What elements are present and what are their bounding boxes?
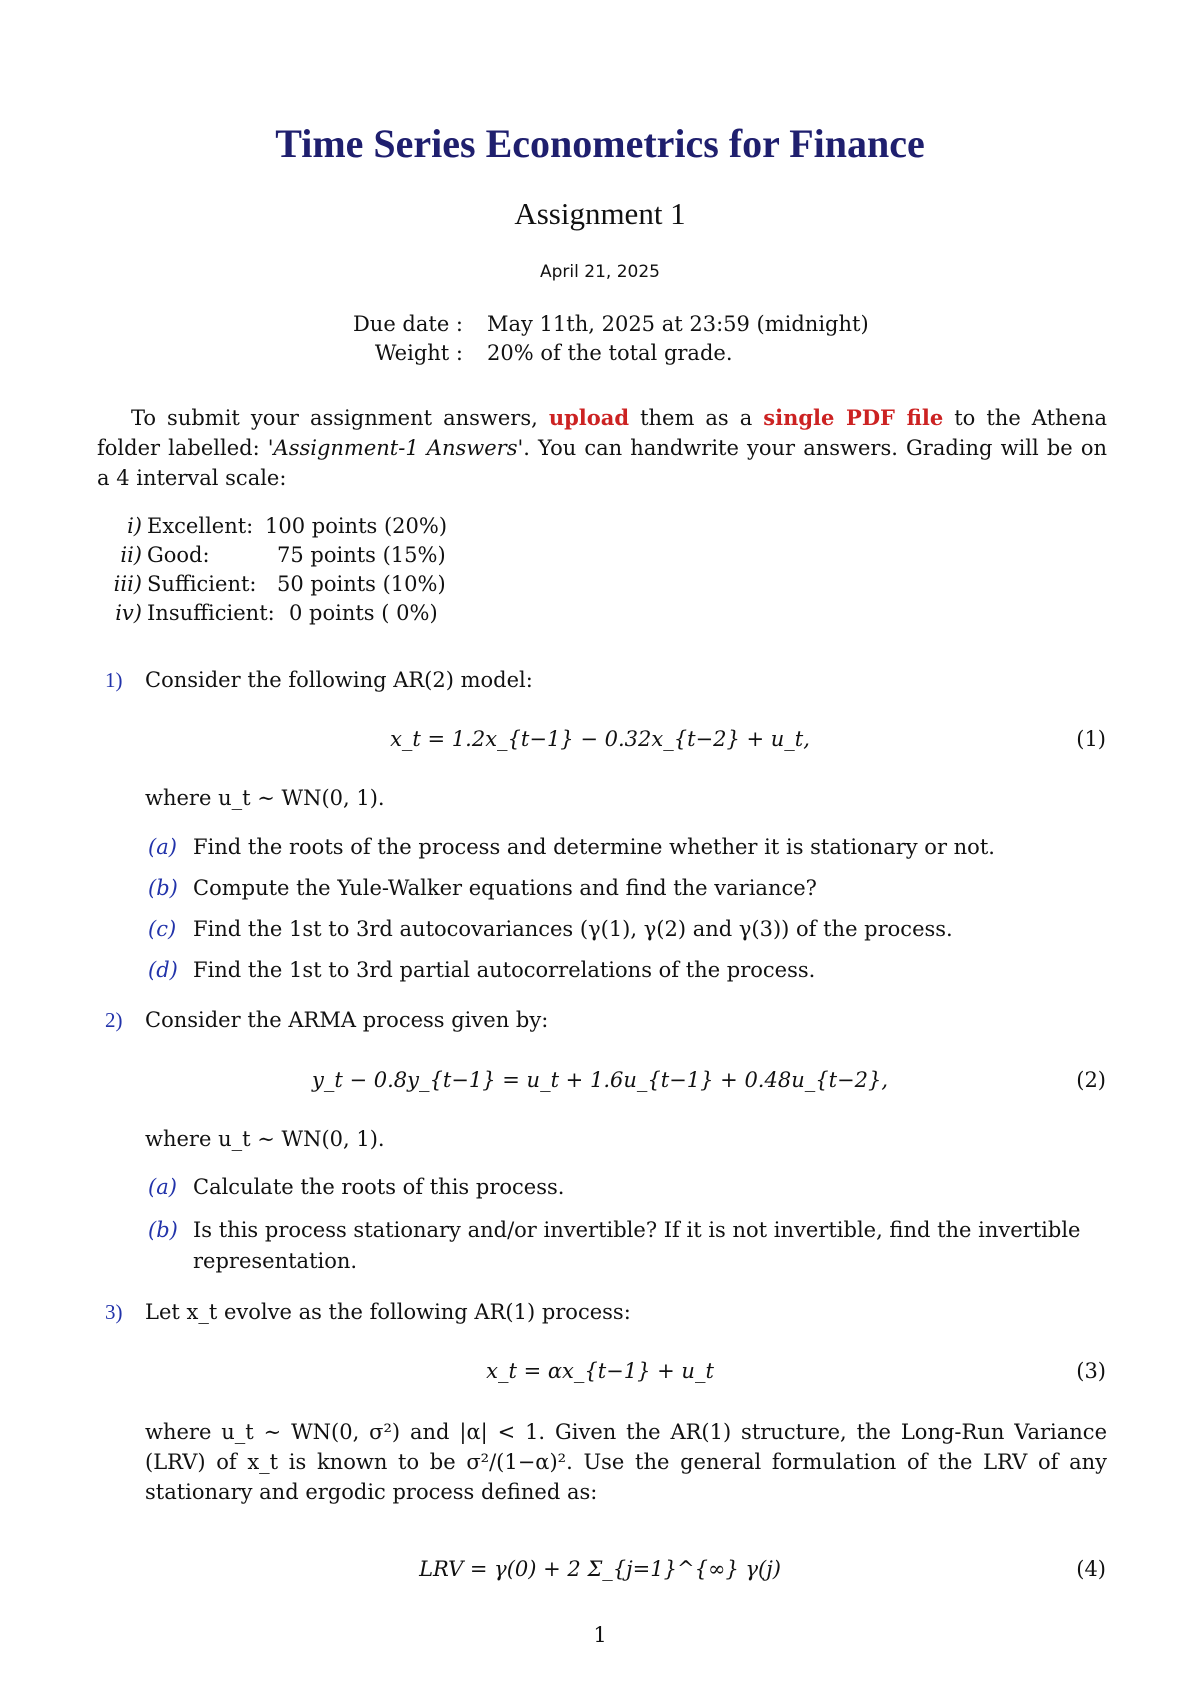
q1-part-b-text: Compute the Yule-Walker equations and find the variance? — [193, 876, 817, 900]
document-subtitle: Assignment 1 — [514, 196, 686, 231]
q1-part-d-text: Find the 1st to 3rd partial autocorrelations of the process. — [193, 958, 816, 982]
intro-upload: upload — [548, 405, 630, 430]
q3-text: Let x_t evolve as the following AR(1) process: — [145, 1300, 631, 1324]
due-value: May 11th, 2025 at 23:59 (midnight) — [487, 312, 869, 336]
intro-part3: to the Athena folder labelled: ' — [97, 406, 1108, 460]
intro-single: single PDF file — [763, 405, 944, 430]
q2-eq-number: (2) — [1076, 1068, 1106, 1092]
intro-part1: To submit your assignment answers, — [131, 406, 549, 430]
intro-part2: them as a — [629, 406, 764, 430]
grade-label: Insufficient: — [147, 601, 275, 625]
q3-equation: x_t = αx_{t−1} + u_t — [486, 1359, 714, 1383]
q2-where: where u_t ∼ WN(0, 1). — [145, 1127, 385, 1151]
q2-part-a — [148, 1175, 177, 1199]
part-label: (d) — [148, 958, 178, 982]
grade-num: i) — [127, 514, 142, 538]
part-label: (b) — [148, 876, 178, 900]
grade-label: Excellent: — [147, 514, 254, 538]
grade-num: iii) — [113, 572, 142, 596]
page-number: 1 — [593, 1623, 607, 1647]
q1-part-c — [148, 917, 176, 941]
grade-label: Sufficient: — [147, 572, 257, 596]
intro-part4: '. You can handwrite your answers. Grading will be on a 4 interval scale: — [97, 436, 1107, 490]
grade-num: iv) — [115, 601, 142, 625]
intro-paragraph — [97, 403, 1107, 493]
weight-label: Weight : — [374, 341, 463, 365]
q1-part-b — [148, 876, 178, 900]
q2-part-b-text-cont: representation. — [193, 1249, 358, 1273]
meta-values — [487, 310, 1087, 368]
part-label: (b) — [148, 1218, 178, 1242]
q1-where: where u_t ∼ WN(0, 1). — [145, 786, 385, 810]
q1-eq-number: (1) — [1076, 727, 1106, 751]
intro-folder: Assignment-1 Answers — [273, 436, 518, 460]
q1-number: 1) — [105, 668, 123, 692]
q2-part-b-text: Is this process stationary and/or invertible? If it is not invertible, find the invertible — [193, 1218, 1081, 1242]
part-label: (c) — [148, 917, 177, 941]
meta-labels — [300, 310, 463, 368]
q1-part-a-text: Find the roots of the process and determine whether it is stationary or not. — [193, 835, 995, 859]
grade-points: 0 points ( 0%) — [289, 601, 438, 625]
weight-value: 20% of the total grade. — [487, 341, 733, 365]
due-label: Due date : — [352, 312, 463, 336]
q3-number: 3) — [105, 1300, 123, 1324]
q2-number: 2) — [105, 1008, 123, 1032]
q2-text: Consider the ARMA process given by: — [145, 1008, 549, 1032]
document-date: April 21, 2025 — [540, 262, 660, 282]
q1-part-a — [148, 835, 177, 859]
grade-points: 50 points (10%) — [277, 572, 446, 596]
q1-text: Consider the following AR(2) model: — [145, 668, 533, 692]
q2-part-b — [148, 1218, 178, 1242]
grade-points: 75 points (15%) — [277, 543, 446, 567]
q3-body: where u_t ∼ WN(0, σ²) and |α| < 1. Given the AR(1) structure, the Long-Run Variance (LRV) of x_t is known to be σ²/(1−α)². Use the general formulation of the LRV of any stationary and ergodic process defined as: — [145, 1420, 1107, 1504]
q1-part-c-text: Find the 1st to 3rd autocovariances (γ(1), γ(2) and γ(3)) of the process. — [193, 917, 953, 941]
q2-equation: y_t − 0.8y_{t−1} = u_t + 1.6u_{t−1} + 0.48u_{t−2}, — [311, 1068, 889, 1092]
part-label: (a) — [148, 835, 177, 859]
document-title: Time Series Econometrics for Finance — [275, 121, 925, 166]
q3-eq-number: (3) — [1076, 1359, 1106, 1383]
q1-equation: x_t = 1.2x_{t−1} − 0.32x_{t−2} + u_t, — [390, 727, 810, 751]
grade-label: Good: — [147, 543, 210, 567]
q3-equation-lrv: LRV = γ(0) + 2 Σ_{j=1}^{∞} γ(j) — [419, 1557, 781, 1581]
part-label: (a) — [148, 1175, 177, 1199]
q2-part-a-text: Calculate the roots of this process. — [193, 1175, 565, 1199]
q3-eq-number-lrv: (4) — [1076, 1557, 1106, 1581]
grade-num: ii) — [120, 543, 142, 567]
grade-points: 100 points (20%) — [265, 514, 448, 538]
q1-part-d — [148, 958, 178, 982]
